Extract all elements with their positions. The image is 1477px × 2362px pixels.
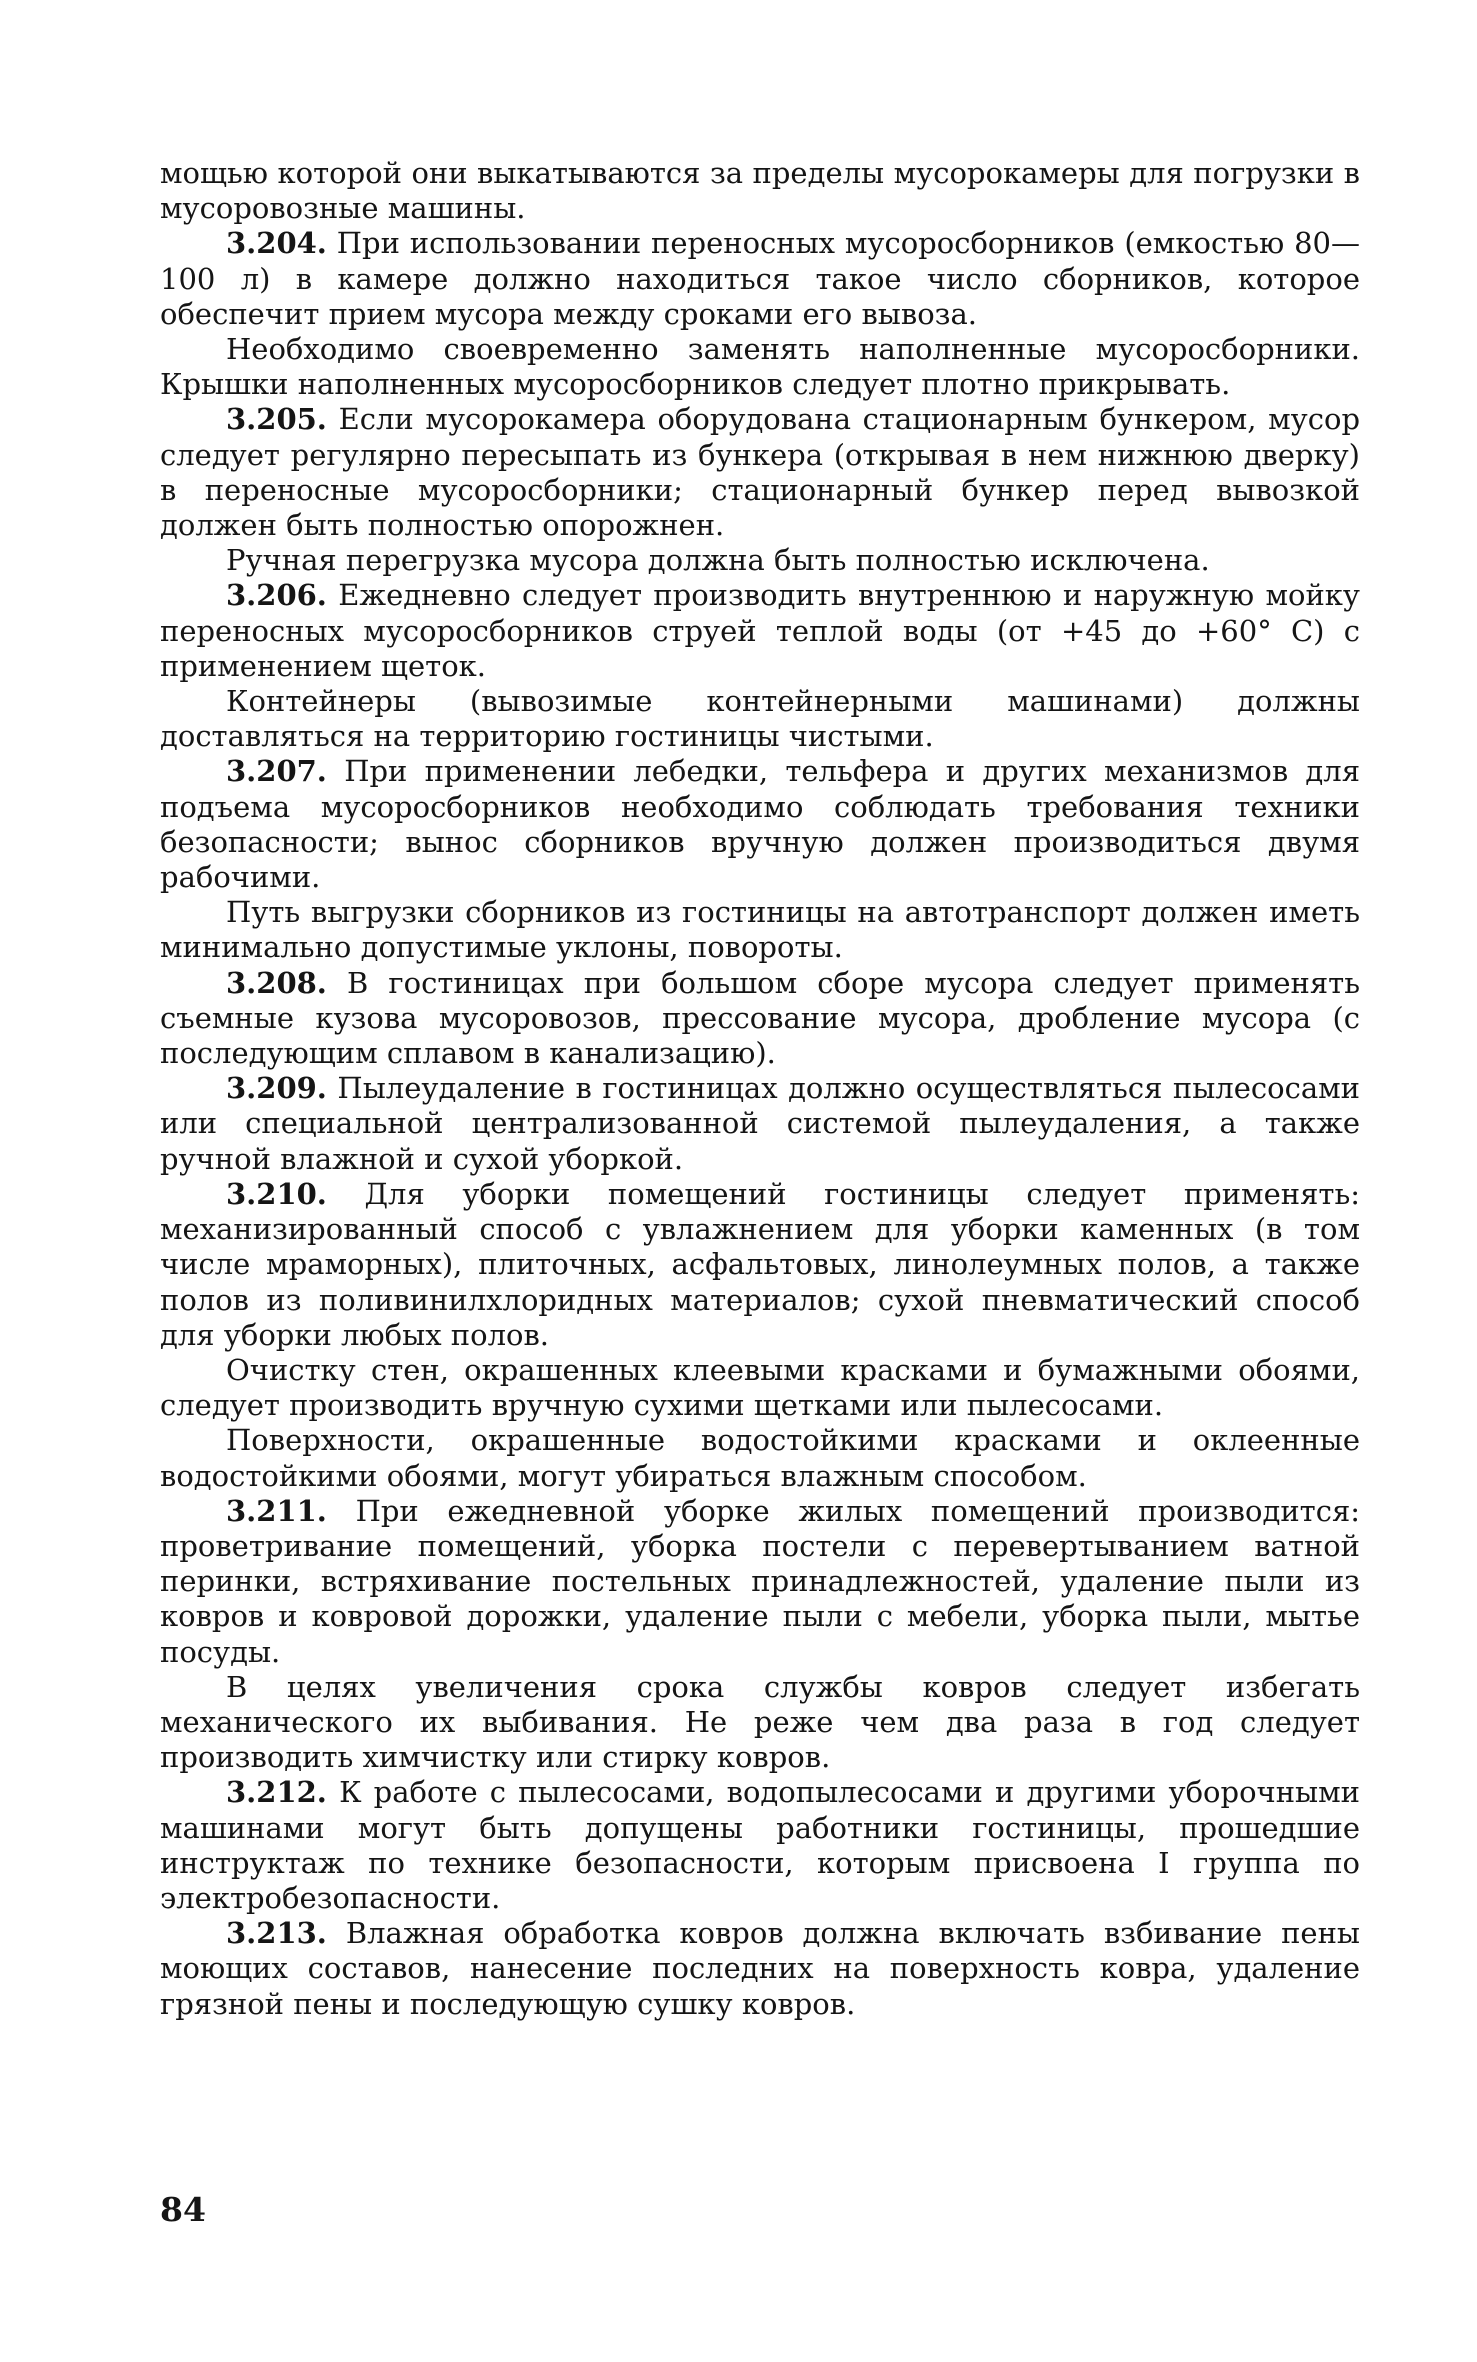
section-number: 3.212. bbox=[226, 1775, 327, 1810]
page-number: 84 bbox=[160, 2190, 206, 2229]
section-3-209: 3.209. Пылеудаление в гостиницах должно осуществляться пылесосами или специальной централизованной системой пылеудаления, а также ручной влажной и сухой уборкой. bbox=[160, 1071, 1360, 1176]
section-number: 3.209. bbox=[226, 1071, 327, 1106]
section-number: 3.211. bbox=[226, 1493, 327, 1528]
section-3-206: 3.206. Ежедневно следует производить внутреннюю и наружную мойку переносных мусоросборников струей теплой воды (от +45 до +60° С) с применением щеток. bbox=[160, 578, 1360, 683]
paragraph: Очистку стен, окрашенных клеевыми красками и бумажными обоями, следует производить вручную сухими щетками или пылесосами. bbox=[160, 1352, 1360, 1423]
section-3-211: 3.211. При ежедневной уборке жилых помещений производится: проветривание помещений, уборка постели с перевертыванием ватной перинки, встряхивание постельных принадлежностей, удаление пыли из ковров и ковровой дорожки, удаление пыли с мебели, уборка пыли, мытье посуды. bbox=[160, 1493, 1361, 1669]
paragraph: В целях увеличения срока службы ковров следует избегать механического их выбивания. Не реже чем два раза в год следует производить химчистку или стирку ковров. bbox=[160, 1669, 1360, 1775]
section-3-210: 3.210. Для уборки помещений гостиницы следует применять: механизированный способ с увлажнением для уборки каменных (в том числе мраморных), плиточных, асфальтовых, линолеумных полов, а также полов из поливинилхлоридных материалов; сухой пневматический способ для уборки любых полов. bbox=[160, 1176, 1361, 1352]
paragraph: Контейнеры (вывозимые контейнерными машинами) должны доставляться на территорию гостиницы чистыми. bbox=[160, 684, 1360, 754]
section-number: 3.207. bbox=[226, 754, 327, 789]
section-3-208: 3.208. В гостиницах при большом сборе мусора следует применять съемные кузова мусоровозов, прессование мусора, дробление мусора (с последующим сплавом в канализацию). bbox=[160, 965, 1361, 1071]
section-3-207: 3.207. При применении лебедки, тельфера и других механизмов для подъема мусоросборников необходимо соблюдать требования техники безопасности; вынос сборников вручную должен производиться двумя рабочими. bbox=[160, 754, 1361, 895]
section-3-204: 3.204. При использовании переносных мусоросборников (емкостью 80—100 л) в камере должно находиться такое число сборников, которое обеспечит прием мусора между сроками его вывоза. bbox=[160, 226, 1360, 331]
section-3-213: 3.213. Влажная обработка ковров должна включать взбивание пены моющих составов, нанесение последних на поверхность ковра, удаление грязной пены и последующую сушку ковров. bbox=[160, 1916, 1360, 2021]
paragraph: Путь выгрузки сборников из гостиницы на автотранспорт должен иметь минимально допустимые уклоны, повороты. bbox=[160, 895, 1360, 965]
paragraph-continuation: мощью которой они выкатываются за пределы мусорокамеры для погрузки в мусоровозные машины. bbox=[160, 156, 1360, 226]
page-body bbox=[160, 156, 1360, 2022]
section-number: 3.210. bbox=[226, 1176, 327, 1211]
section-number: 3.208. bbox=[226, 965, 327, 1000]
section-3-212: 3.212. К работе с пылесосами, водопылесосами и другими уборочными машинами могут быть допущены работники гостиницы, прошедшие инструктаж по технике безопасности, которым присвоена I группа по электробезопасности. bbox=[160, 1775, 1360, 1915]
section-number: 3.213. bbox=[226, 1916, 327, 1951]
section-3-205: 3.205. Если мусорокамера оборудована стационарным бункером, мусор следует регулярно пересыпать из бункера (открывая в нем нижнюю дверку) в переносные мусоросборники; стационарный бункер перед вывозкой должен быть полностью опорожнен. bbox=[160, 402, 1361, 543]
paragraph: Необходимо своевременно заменять наполненные мусоросборники. Крышки наполненных мусоросборников следует плотно прикрывать. bbox=[160, 332, 1360, 402]
section-number: 3.206. bbox=[226, 578, 327, 613]
section-number: 3.204. bbox=[226, 226, 327, 261]
paragraph: Поверхности, окрашенные водостойкими красками и оклеенные водостойкими обоями, могут убираться влажным способом. bbox=[160, 1423, 1360, 1493]
paragraph: Ручная перегрузка мусора должна быть полностью исключена. bbox=[226, 543, 1210, 578]
section-number: 3.205. bbox=[226, 402, 327, 437]
